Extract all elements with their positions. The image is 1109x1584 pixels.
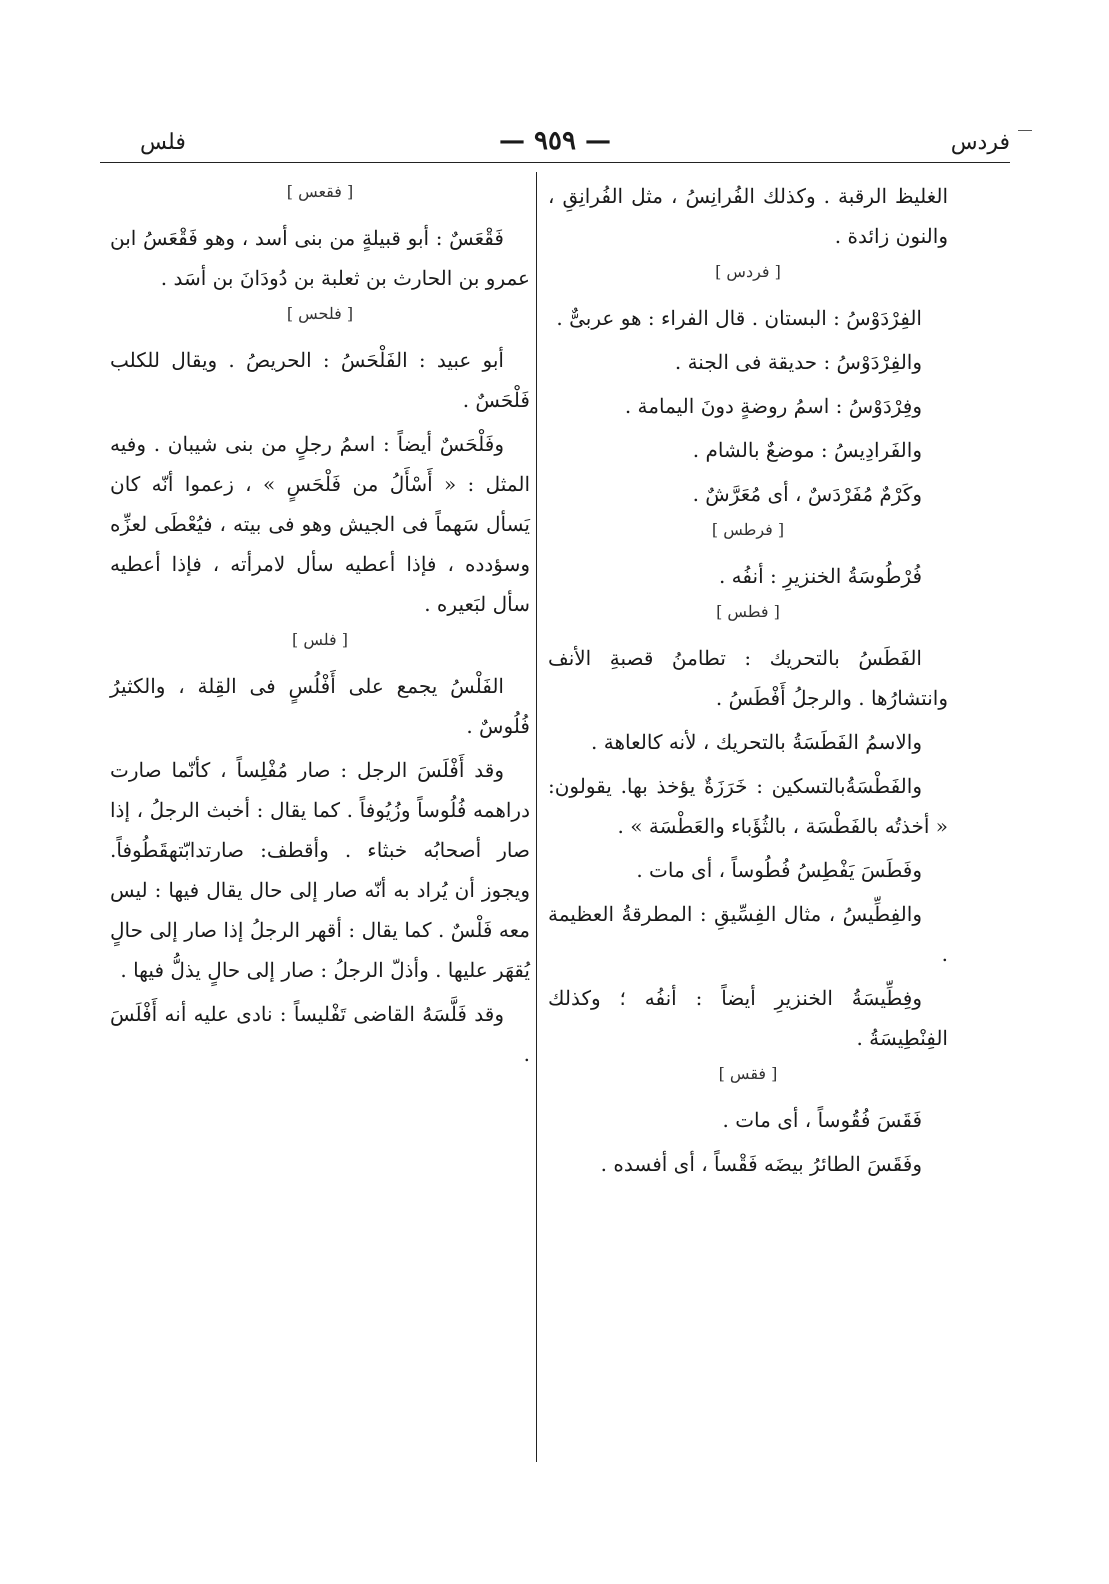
entry-paragraph: وكَرْمٌ مُفَرْدَسٌ ، أى مُعَرَّشٌ .	[692, 482, 922, 506]
entry-paragraph: وفَقَسَ الطائرُ بيضَه فَقْساً ، أى أفسده .	[600, 1152, 922, 1176]
entry-paragraph: وقد أَفْلَسَ الرجل : صار مُفْلِساً ، كأنّما صارت دراهمه فُلُوساً وزُيُوفاً . كما يقال : أخبث الرجلُ ، إذا صار أصحابُه خبثاء . وأقطف: صارتدابّتهقَطُوفاً. ويجوز أن يُراد به أنّه صار إلى حال يقال فيها : ليس معه فَلْسٌ . كما يقال : أقهر الرجلُ إذا صار إلى حالٍ يُقهَر عليها . وأذلّ الرجلُ : صار إلى حالٍ يذلُّ فيها .	[110, 758, 530, 982]
column-divider	[536, 172, 537, 1462]
page-number: — ٩٥٩ —	[498, 126, 612, 156]
entry-paragraph: فُرْطُوسَةُ الخنزيرِ : أنفُه .	[718, 564, 922, 588]
entry-paragraph: والاسمُ الفَطَسَةُ بالتحريك ، لأنه كالعاهة .	[591, 730, 922, 754]
section-heading-faqas-tribe: [ فقعس ]	[286, 182, 354, 201]
page-header	[100, 126, 1010, 166]
entry-paragraph: والفَرادِيسُ : موضعٌ بالشام .	[692, 438, 922, 462]
entry-paragraph: وقد فَلَّسَهُ القاضى تَفْليساً : نادى عليه أنه أَفْلَسَ .	[110, 1002, 530, 1066]
entry-paragraph: فَقَسَ فُقُوساً ، أى مات .	[722, 1108, 922, 1132]
entry-paragraph: أبو عبيد : الفَلْحَسُ : الحريصُ . ويقال للكلب فَلْحَسٌ .	[110, 348, 530, 412]
section-heading-fatas: [ فطس ]	[716, 602, 780, 621]
entry-paragraph: وفِرْدَوْسُ : اسمُ روضةٍ دونَ اليمامة .	[624, 394, 922, 418]
section-heading-falhas: [ فلحس ]	[286, 304, 354, 323]
section-heading-faqas: [ فقس ]	[718, 1064, 778, 1083]
entry-paragraph: وفِطِّيسَةُ الخنزيرِ أيضاً : أنفُه ؛ وكذلك الفِنْطِيسَةُ .	[548, 986, 948, 1050]
section-heading-firtas: [ فرطس ]	[711, 520, 785, 539]
header-left-word: فلس	[140, 130, 186, 155]
entry-paragraph: الفِرْدَوْسُ : البستان . قال الفراء : هو عربىٌّ .	[556, 306, 922, 330]
corner-mark	[1018, 130, 1032, 131]
entry-paragraph: وفَطَسَ يَفْطِسُ فُطُوساً ، أى مات .	[636, 858, 922, 882]
header-right-word: فردس	[950, 130, 1010, 155]
entry-paragraph: والفِرْدَوْسُ : حديقة فى الجنة .	[674, 350, 922, 374]
entry-paragraph: فَقْعَسٌ : أبو قبيلةٍ من بنى أسد ، وهو فَقْعَسُ ابن عمرو بن الحارث بن ثعلبة بن دُودَانَ بن أسَد .	[110, 226, 530, 290]
header-rule	[100, 162, 1010, 163]
entry-paragraph: الفَلْسُ يجمع على أَفْلُسٍ فى القِلة ، والكثيرُ فُلُوسٌ .	[110, 674, 530, 738]
entry-paragraph: الفَطَسُ بالتحريك : تطامنُ قصبةِ الأنف وانتشارُها . والرجلُ أَفْطَسُ .	[548, 646, 948, 710]
entry-paragraph: والفِطِّيسُ ، مثال الفِسِّيقِ : المطرقةُ العظيمة .	[548, 902, 948, 966]
continuation-paragraph: الغليظ الرقبة . وكذلك الفُرانِسُ ، مثل الفُرانِقِ ، والنون زائدة .	[548, 184, 948, 248]
entry-paragraph: وفَلْحَسٌ أيضاً : اسمُ رجلٍ من بنى شيبان . وفيه المثل : « أَسْأَلُ من فَلْحَسٍ » ، زعموا أنّه كان يَسأل سَهماً فى الجيش وهو فى بيته ، فيُعْطَى لعزِّه وسؤدده ، فإذا أعطيه سأل لامرأته ، فإذا أعطيه سأل لبَعيره .	[110, 432, 530, 616]
section-heading-fals: [ فلس ]	[292, 630, 348, 649]
left-column	[110, 176, 530, 1078]
section-heading-fards: [ فردس ]	[715, 262, 781, 281]
right-column	[548, 176, 948, 1188]
entry-paragraph: والفَطْسَةُبالتسكين : خَرَزَةٌ يؤخذ بها. يقولون: « أخذتُه بالفَطْسَة ، بالثُؤَباء والعَطْسَة » .	[548, 774, 948, 838]
